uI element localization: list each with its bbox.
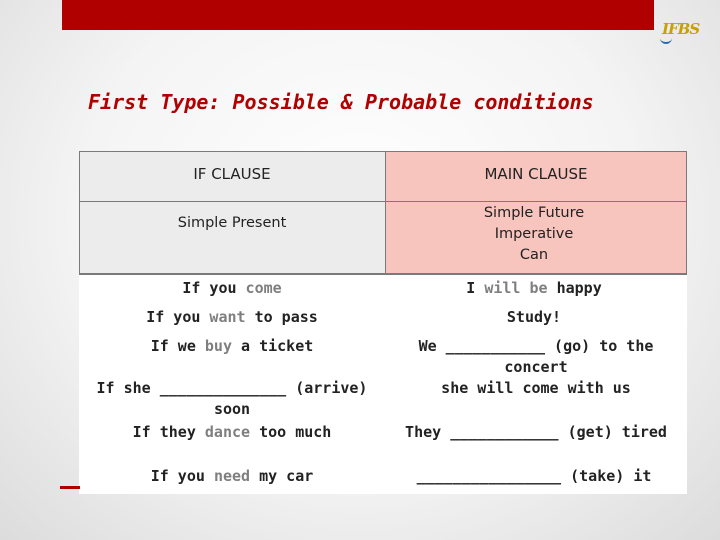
main-tense-line: Can <box>519 247 549 263</box>
example-text: Study! <box>506 308 562 326</box>
example-line: she will come with us <box>441 379 631 397</box>
example-if-1 <box>79 278 385 299</box>
example-line: soon <box>213 400 251 418</box>
ifbs-logo: IFBS <box>662 20 700 38</box>
highlighted-verb: want <box>209 308 246 326</box>
example-if-5 <box>79 422 385 443</box>
example-text: If they <box>132 423 205 441</box>
example-line: If she ______________ (arrive) <box>96 379 368 397</box>
example-text: too much <box>250 423 332 441</box>
if-tense: Simple Present <box>177 215 287 231</box>
example-text: happy <box>547 279 602 297</box>
example-main-3 <box>386 336 686 399</box>
example-text: I <box>466 279 485 297</box>
example-text: If we <box>150 337 205 355</box>
slide-title: First Type: Possible & Probable conditions <box>88 90 594 114</box>
example-text: a ticket <box>232 337 314 355</box>
example-main-2 <box>386 307 682 328</box>
example-main-6: ________________ (take) it <box>416 467 652 485</box>
example-text: my car <box>250 467 314 485</box>
top-banner <box>62 0 654 30</box>
example-text: If you <box>182 279 246 297</box>
if-clause-header: IF CLAUSE <box>193 165 271 183</box>
example-text: to pass <box>245 308 318 326</box>
decorative-red-dash <box>60 486 80 489</box>
example-if-4 <box>79 378 385 420</box>
logo-swoosh-icon <box>660 32 672 44</box>
main-tenses <box>386 203 682 266</box>
example-if-2 <box>79 307 385 328</box>
example-if-3 <box>79 336 385 357</box>
header-divider <box>79 201 687 202</box>
main-tense-line: Simple Future <box>483 205 585 221</box>
example-main-1 <box>386 278 682 299</box>
highlighted-verb: need <box>213 467 251 485</box>
example-line: We ___________ (go) to the <box>418 337 654 355</box>
highlighted-verb: will be <box>484 279 548 297</box>
highlighted-verb: come <box>245 279 282 297</box>
highlighted-verb: dance <box>204 423 251 441</box>
tense-divider <box>79 273 687 274</box>
main-tense-line: Imperative <box>494 226 574 242</box>
highlighted-verb: buy <box>204 337 232 355</box>
main-clause-header: MAIN CLAUSE <box>484 165 588 183</box>
example-line: concert <box>504 358 568 376</box>
example-if-6 <box>79 466 385 487</box>
example-text: If you <box>146 308 210 326</box>
example-text: If you <box>150 467 214 485</box>
example-main-5: They ____________ (get) tired <box>405 423 667 441</box>
